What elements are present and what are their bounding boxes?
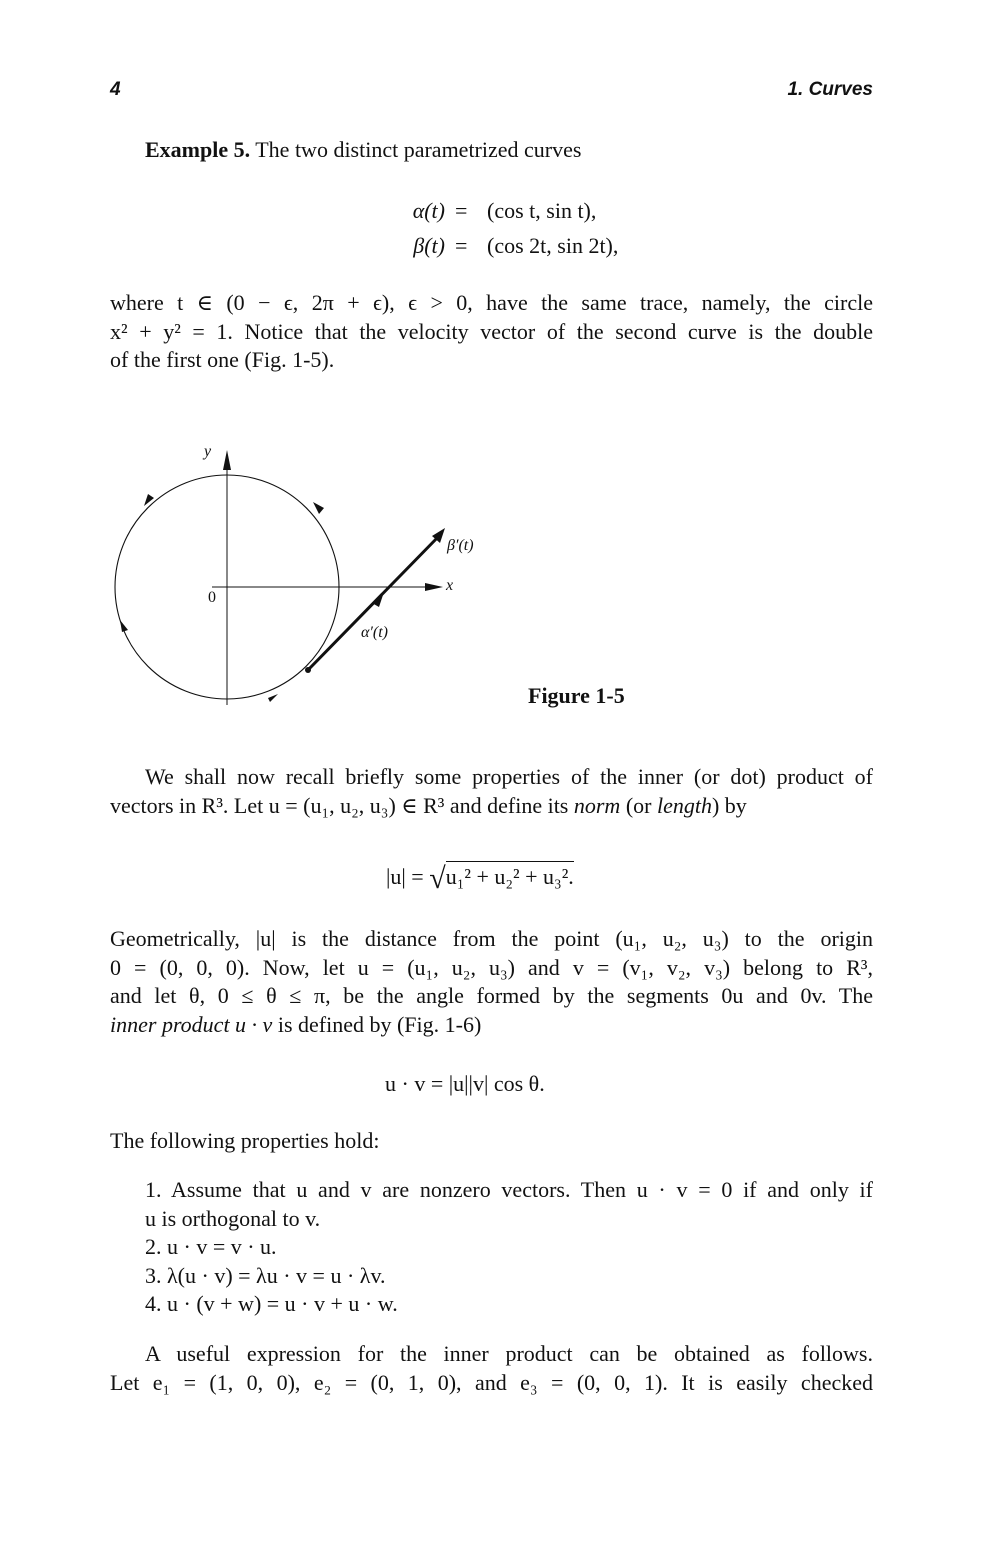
eq-beta-lhs: β(t): [413, 233, 445, 258]
example-label: Example 5.: [145, 137, 251, 162]
property-3: 3. λ(u · v) = λu · v = u · λv.: [145, 1262, 386, 1288]
closing-line-2: Let e₁ = (1, 0, 0), e₂ = (0, 1, 0), and e₃ = (0, 0, 1). It is easily checked: [110, 1369, 873, 1395]
example-para-line-1: where t ∈ (0 − ϵ, 2π + ϵ), ϵ > 0, have the same trace, namely, the circle: [110, 290, 873, 315]
geometric-paragraph: [110, 925, 873, 1039]
norm-lhs: |u| =: [386, 864, 430, 889]
closing-paragraph: [110, 1340, 873, 1397]
eq-alpha-lhs: α(t): [412, 198, 445, 223]
property-4: 4. u · (v + w) = u · v + u · w.: [145, 1291, 398, 1316]
geo-line-2: 0 = (0, 0, 0). Now, let u = (u₁, u₂, u₃) and v = (v₁, v₂, v₃) belong to R³,: [110, 954, 873, 980]
x-axis-label: x: [446, 577, 454, 594]
base-point: [305, 667, 311, 673]
inner-product-paragraph: [110, 763, 873, 820]
y-axis-label: y: [204, 443, 212, 460]
origin-label: 0: [208, 589, 216, 606]
x-axis-arrow-icon: [425, 583, 443, 591]
example-intro-text: The two distinct parametrized curves: [255, 137, 582, 162]
properties-intro: The following properties hold:: [110, 1128, 380, 1153]
property-2: 2. u · v = v · u.: [145, 1234, 277, 1259]
figure-caption: Figure 1-5: [528, 683, 625, 708]
beta-prime-label: β′(t): [447, 537, 474, 554]
eq-beta-rhs: (cos 2t, sin 2t),: [487, 233, 619, 258]
circle-arrow-icon: [268, 694, 278, 702]
circle-arrow-icon: [120, 620, 128, 632]
norm-radicand: u₁² + u₂² + u₃².: [446, 861, 574, 889]
circle-arrow-icon: [144, 494, 154, 506]
norm-formula: [386, 862, 574, 896]
circle-arrow-icon: [313, 502, 324, 514]
inner-product-line-2: vectors in R³. Let u = (u₁, u₂, u₃) ∈ R³ and define its norm (or length) by: [110, 792, 747, 818]
example-paragraph: [110, 289, 873, 375]
alpha-prime-label: α′(t): [361, 624, 388, 641]
geo-line-4: inner product u · v is defined by (Fig. 1-6): [110, 1011, 482, 1037]
eq-equals-2: =: [455, 233, 468, 258]
example-para-line-2: x² + y² = 1. Notice that the velocity vector of the second curve is the double: [110, 318, 873, 344]
y-axis-arrow-icon: [223, 450, 231, 470]
sqrt-icon: √: [429, 862, 446, 895]
property-1-line-2: u is orthogonal to v.: [145, 1205, 321, 1231]
example-para-line-3: of the first one (Fig. 1-5).: [110, 347, 335, 372]
properties-list: [145, 1176, 873, 1319]
closing-line-1: A useful expression for the inner product can be obtained as follows.: [145, 1341, 873, 1366]
geo-line-3: and let θ, 0 ≤ θ ≤ π, be the angle formed by the segments 0u and 0v. The: [110, 983, 873, 1008]
figure-1-5: [100, 440, 520, 720]
eq-equals-1: =: [455, 198, 468, 223]
example-5-intro: [145, 136, 581, 165]
eq-alpha-rhs: (cos t, sin t),: [487, 198, 597, 223]
geo-line-1: Geometrically, |u| is the distance from the point (u₁, u₂, u₃) to the origin: [110, 926, 873, 951]
inner-product-line-1: We shall now recall briefly some properties of the inner (or dot) product of: [145, 764, 873, 789]
page-number: 4: [110, 79, 121, 100]
dot-product-equation: u · v = |u||v| cos θ.: [385, 1071, 545, 1096]
property-1-line-1: 1. Assume that u and v are nonzero vectors. Then u · v = 0 if and only if: [145, 1177, 873, 1202]
chapter-title: 1. Curves: [787, 79, 873, 100]
